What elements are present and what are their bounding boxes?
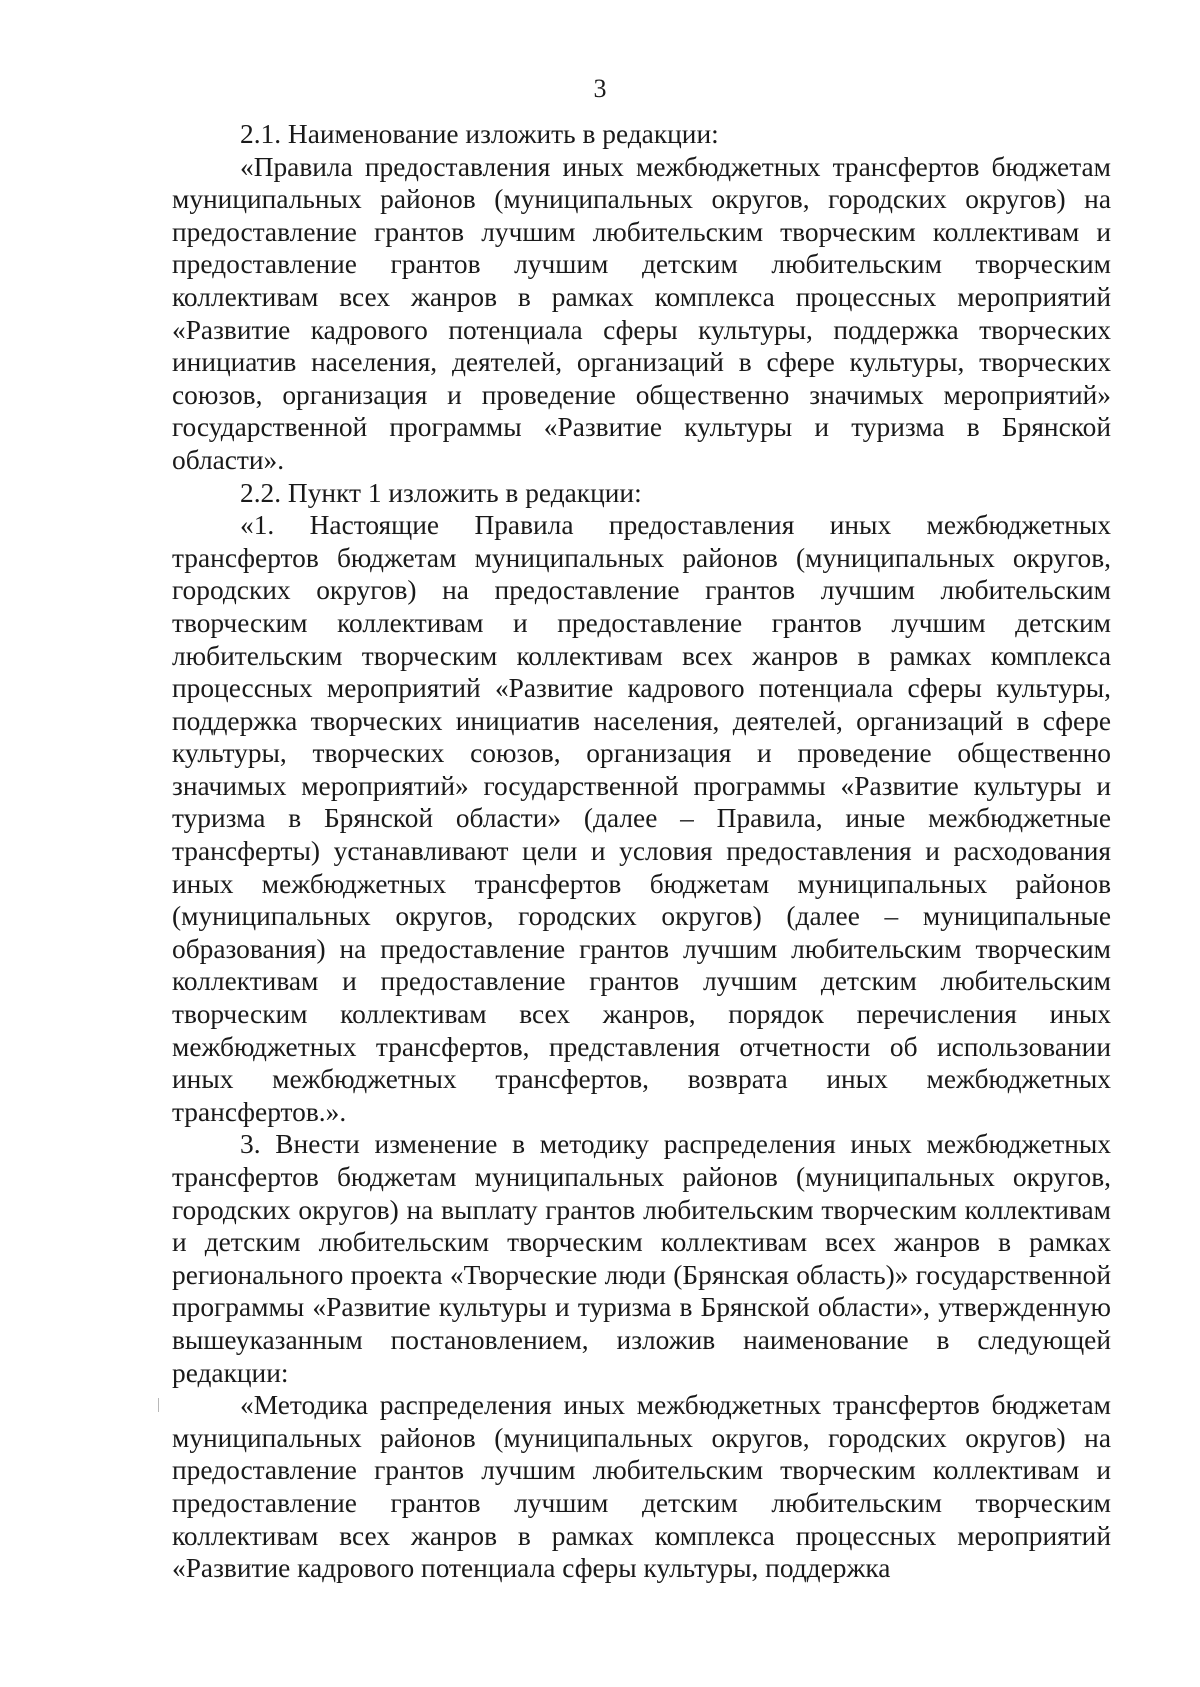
- page-number: 3: [593, 74, 607, 103]
- paragraph-3-amendment: 3. Внести изменение в методику распределения иных межбюджетных трансфертов бюджетам муниципальных районов (муниципальных округов, городских округов) на выплату грантов любительским творческим коллективам и детским любительским творческим коллективам всех жанров в рамках регионального проекта «Творческие люди (Брянская область)» государственной программы «Развитие культуры и туризма в Брянской области», утвержденную вышеуказанным постановлением, изложив наименование в следующей редакции:: [172, 1129, 1111, 1388]
- paragraph-methodology-title: «Методика распределения иных межбюджетных трансфертов бюджетам муниципальных районов (муниципальных округов, городских округов) на предоставление грантов лучшим любительским творческим коллективам и предоставление грантов лучшим детским любительским творческим коллективам всех жанров в рамках комплекса процессных мероприятий «Развитие кадрового потенциала сферы культуры, поддержка: [172, 1390, 1111, 1584]
- paragraph-2-1-heading: 2.1. Наименование изложить в редакции:: [240, 119, 719, 149]
- paragraph-rules-title: «Правила предоставления иных межбюджетных трансфертов бюджетам муниципальных районов (муниципальных округов, городских округов) на предоставление грантов лучшим любительским творческим коллективам и предоставление грантов лучшим детским любительским творческим коллективам всех жанров в рамках комплекса процессных мероприятий «Развитие кадрового потенциала сферы культуры, поддержка творческих инициатив населения, деятелей, организаций в сфере культуры, творческих союзов, организация и проведение общественно значимых мероприятий» государственной программы «Развитие культуры и туризма в Брянской области».: [172, 151, 1111, 475]
- paragraph-point-1: «1. Настоящие Правила предоставления иных межбюджетных трансфертов бюджетам муниципальных районов (муниципальных округов, городских округов) на предоставление грантов лучшим любительским творческим коллективам и предоставление грантов лучшим детским любительским творческим коллективам всех жанров в рамках комплекса процессных мероприятий «Развитие кадрового потенциала сферы культуры, поддержка творческих инициатив населения, деятелей, организаций в сфере культуры, творческих союзов, организация и проведение общественно значимых мероприятий» государственной программы «Развитие культуры и туризма в Брянской области» (далее – Правила, иные межбюджетные трансферты) устанавливают цели и условия предоставления и расходования иных межбюджетных трансфертов бюджетам муниципальных районов (муниципальных округов, городских округов) (далее – муниципальные образования) на предоставление грантов лучшим любительским творческим коллективам и предоставление грантов лучшим детским любительским творческим коллективам всех жанров, порядок перечисления иных межбюджетных трансфертов, представления отчетности об использовании иных межбюджетных трансфертов, возврата иных межбюджетных трансфертов.».: [172, 510, 1111, 1127]
- paragraph-2-2-heading: 2.2. Пункт 1 изложить в редакции:: [240, 477, 642, 508]
- scan-margin-mark: [158, 1398, 159, 1412]
- document-body: [172, 118, 1111, 1585]
